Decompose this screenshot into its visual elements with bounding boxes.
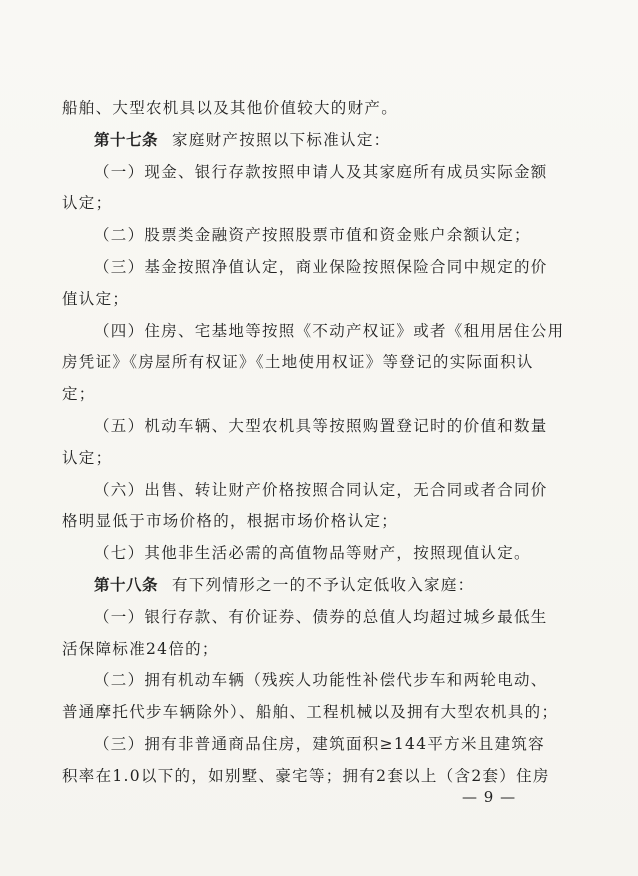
text-line: （三）基金按照净值认定，商业保险按照保险合同中规定的价 (94, 257, 548, 276)
page-number: — 9 — (462, 788, 517, 806)
text-line: （二）拥有机动车辆（残疾人功能性补偿代步车和两轮电动、 (94, 671, 548, 690)
text-line: 船舶、大型农机具以及其他价值较大的财产。 (62, 99, 399, 117)
text-line: （一）银行存款、有价证券、债券的总值人均超过城乡最低生 (94, 607, 548, 626)
text-line: （五）机动车辆、大型农机具等按照购置登记时的价值和数量 (94, 416, 548, 435)
text-line: （三）拥有非普通商品住房，建筑面积≥144平方米且建筑容 (94, 734, 545, 753)
text-line: （一）现金、银行存款按照申请人及其家庭所有成员实际金额 (94, 162, 548, 181)
text-line: 格明显低于市场价格的，根据市场价格认定； (62, 512, 399, 531)
text-line: 值认定； (62, 289, 130, 308)
text-line: 定； (62, 385, 96, 404)
text-line: （四）住房、宅基地等按照《不动产权证》或者《租用居住公用 (94, 321, 565, 340)
text-line: （二）股票类金融资产按照股票市值和资金账户余额认定； (94, 226, 531, 245)
text-line: 积率在1.0以下的，如别墅、豪宅等；拥有2套以上（含2套）住房 (62, 766, 550, 785)
text-line: （七）其他非生活必需的高值物品等财产，按照现值认定。 (94, 544, 531, 563)
text-line: （六）出售、转让财产价格按照合同认定，无合同或者合同价 (94, 480, 548, 499)
article-17-heading: 第十七条 家庭财产按照以下标准认定： (94, 130, 391, 149)
article-number: 第十七条 (94, 130, 159, 149)
text-line: 认定； (62, 448, 113, 467)
article-number: 第十八条 (94, 575, 159, 594)
text-line: 普通摩托代步车辆除外）、船舶、工程机械以及拥有大型农机具的； (62, 703, 559, 722)
text-line: 活保障标准24倍的； (62, 639, 219, 658)
page-content (62, 93, 574, 793)
text-line: 认定； (62, 194, 113, 213)
text-line: 房凭证》《房屋所有权证》《土地使用权证》等登记的实际面积认 (62, 353, 534, 372)
article-18-heading: 第十八条 有下列情形之一的不予认定低收入家庭： (94, 575, 475, 594)
